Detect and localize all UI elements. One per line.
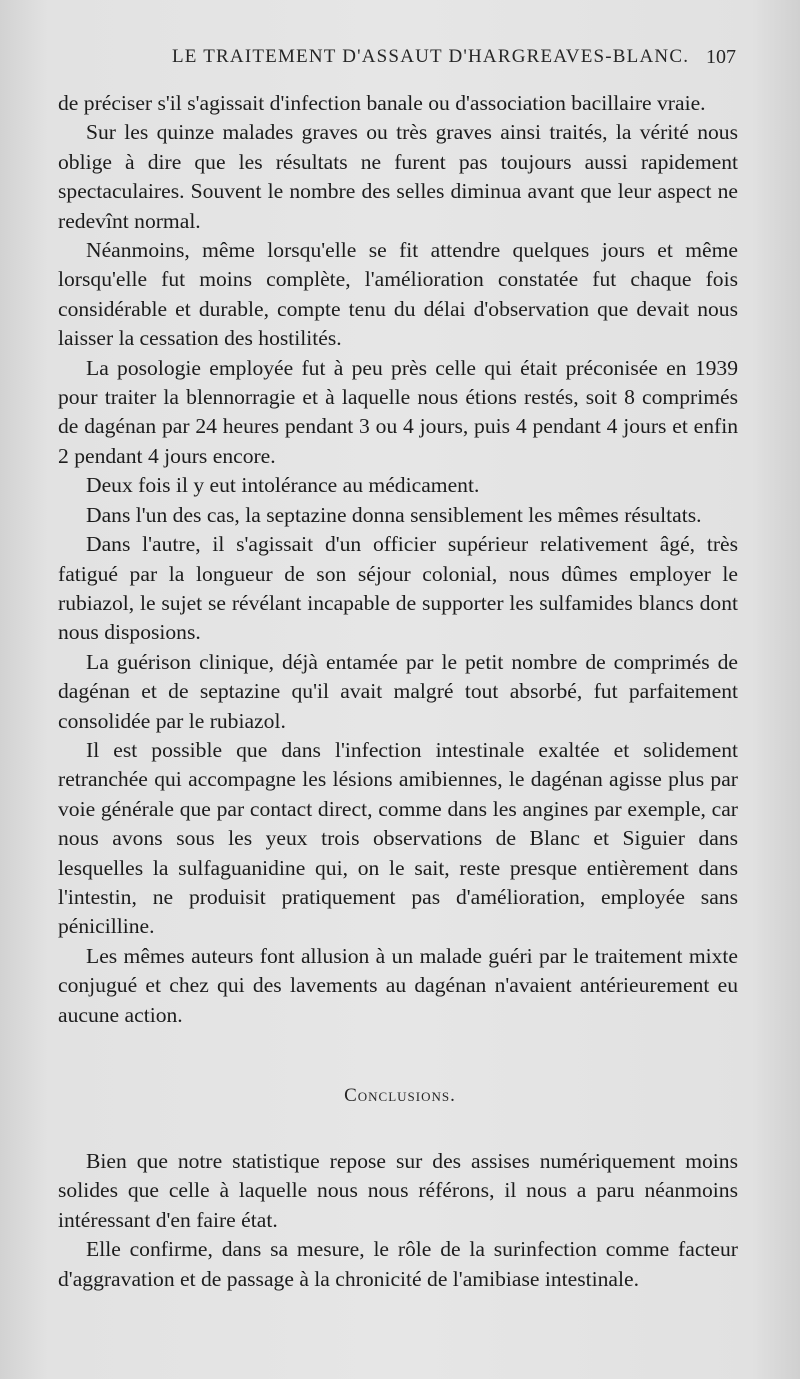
running-head <box>62 46 738 76</box>
running-title: LE TRAITEMENT D'ASSAUT D'HARGREAVES-BLANC. <box>172 46 690 67</box>
paragraph: Dans l'un des cas, la septazine donna sensiblement les mêmes résultats. <box>86 502 702 527</box>
body-text <box>58 89 738 1030</box>
page-number: 107 <box>706 46 736 68</box>
paragraph: La posologie employée fut à peu près celle qui était préconisée en 1939 pour traiter la blennorragie et à laquelle nous étions restés, soit 8 comprimés de dagénan par 24 heures pendant 3 ou 4 jours, puis 4 pendant 4 jours et enfin 2 pendant 4 jours encore. <box>58 355 738 468</box>
paragraph: Il est possible que dans l'infection intestinale exaltée et solidement retranchée qui accompagne les lésions amibiennes, le dagénan agisse plus par voie générale que par contact direct, comme dans les angines par exemple, car nous avons sous les yeux trois observations de Blanc et Siguier dans lesquelles la sulfaguanidine qui, on le sait, reste presque entièrement dans l'intestin, ne produisit pratiquement pas d'amélioration, employée sans pénicilline. <box>58 737 738 939</box>
paragraph: Néanmoins, même lorsqu'elle se fit attendre quelques jours et même lorsqu'elle fut moins complète, l'amélioration constatée fut chaque fois considérable et durable, compte tenu du délai d'observation que devait nous laisser la cessation des hostilités. <box>58 238 738 351</box>
paragraph: Sur les quinze malades graves ou très graves ainsi traités, la vérité nous oblige à dire que les résultats ne furent pas toujours aussi rapidement spectaculaires. Souvent le nombre des selles diminua avant que leur aspect ne redevînt normal. <box>58 120 738 233</box>
paragraph: Les mêmes auteurs font allusion à un malade guéri par le traitement mixte conjugué et chez qui des lavements au dagénan n'avaient antérieurement eu aucune action. <box>58 943 738 1027</box>
paragraph-continuation: de préciser s'il s'agissait d'infection banale ou d'association bacillaire vraie. <box>58 91 706 115</box>
paragraph: Elle confirme, dans sa mesure, le rôle de la surinfection comme facteur d'aggravation et de passage à la chronicité de l'amibiase intestinale. <box>58 1237 738 1291</box>
paragraph: Bien que notre statistique repose sur des assises numériquement moins solides que celle à laquelle nous nous référons, il nous a paru néanmoins intéressant d'en faire état. <box>58 1149 738 1232</box>
section-heading-conclusions: Conclusions. <box>344 1085 456 1106</box>
paragraph: Deux fois il y eut intolérance au médicament. <box>86 473 480 498</box>
paragraph: Dans l'autre, il s'agissait d'un officier supérieur relativement âgé, très fatigué par la longueur de son séjour colonial, nous dûmes employer le rubiazol, le sujet se révélant incapable de supporter les sulfamides blancs dont nous disposions. <box>58 532 738 645</box>
conclusions-text <box>58 1147 738 1294</box>
paragraph: La guérison clinique, déjà entamée par le petit nombre de comprimés de dagénan et de septazine qu'il avait malgré tout absorbé, fut parfaitement consolidée par le rubiazol. <box>58 649 738 733</box>
